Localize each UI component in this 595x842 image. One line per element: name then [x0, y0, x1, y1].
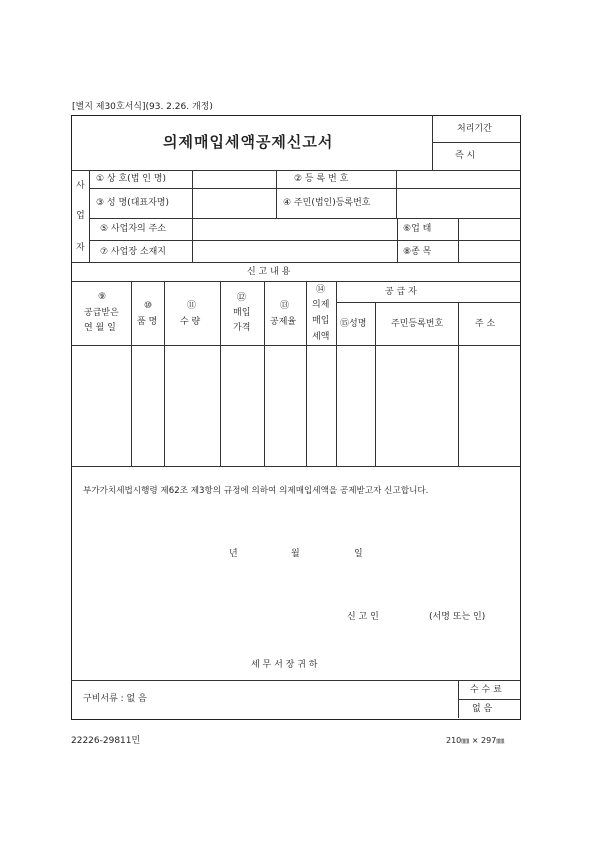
col-supplier-name: ⑮성명	[340, 319, 367, 329]
form-title: 의제매입세액공제신고서	[163, 133, 334, 151]
col-item-label: 품 명	[137, 317, 158, 327]
divider	[71, 345, 520, 346]
location-label: ⑦ 사업장 소재지	[100, 247, 166, 257]
col-qty-label: 수 량	[180, 317, 201, 327]
col-deemed-label: 매입	[312, 316, 330, 326]
divider	[89, 240, 520, 241]
divider	[336, 281, 337, 466]
divider	[71, 262, 520, 263]
fee-value: 없 음	[472, 704, 493, 714]
trade-name-label: ① 상 호(법 인 명)	[96, 174, 167, 184]
divider	[131, 281, 132, 466]
reg-no-label: ② 등 록 번 호	[294, 174, 349, 184]
report-header: 신 고 내 용	[247, 267, 291, 277]
addressee: 세 무 서 장 귀 하	[251, 660, 318, 670]
col-price-label: 매입	[233, 308, 251, 318]
col-supplier-label: 공 급 자	[385, 287, 417, 297]
divider	[336, 302, 520, 303]
declaration-text: 부가가치세법시행령 제62조 제3항의 규정에 의하여 의제매입세액을 공제받고자 신고합니다.	[83, 486, 429, 496]
signer-note: (서명 또는 인)	[429, 612, 486, 622]
resident-no-label: ④ 주민(법인)등록번호	[283, 198, 371, 208]
col-supplier-addr: 주 소	[475, 319, 496, 329]
divider	[220, 281, 221, 466]
divider	[71, 281, 520, 282]
divider	[458, 699, 520, 700]
divider	[375, 302, 376, 466]
divider	[306, 281, 307, 466]
divider	[458, 218, 459, 262]
col-date-label: 공급받은	[84, 308, 119, 318]
divider	[396, 170, 397, 218]
divider	[458, 302, 459, 466]
business-item-label: ⑧종 목	[403, 247, 432, 257]
divider	[264, 281, 265, 466]
paper-size: 210㎜ × 297㎜	[446, 736, 505, 745]
divider	[71, 466, 520, 467]
processing-period-label: 처리기간	[457, 124, 492, 134]
col-supplier-reg: 주민등록번호	[391, 319, 444, 329]
section-char: 자	[76, 243, 85, 253]
col-date-label: 연 월 일	[84, 323, 116, 333]
signer-label: 신 고 인	[347, 612, 379, 622]
name-label: ③ 성 명(대표자명)	[96, 198, 169, 208]
date-month: 월	[291, 549, 300, 559]
address-label: ⑤ 사업자의 주소	[100, 224, 166, 234]
date-year: 년	[229, 549, 238, 559]
section-char: 업	[76, 211, 85, 221]
section-char: 사	[76, 181, 85, 191]
divider	[71, 170, 520, 171]
divider	[192, 170, 193, 262]
date-day: 일	[354, 549, 363, 559]
form-number: [별지 제30호서식](93. 2.26. 개정)	[72, 102, 213, 112]
col-date-num: ⑨	[98, 292, 107, 302]
col-rate-label: 공제율	[270, 317, 297, 327]
divider	[276, 170, 277, 218]
business-type-label: ⑥업 태	[403, 224, 432, 234]
attachments-label: 구비서류 : 없 음	[83, 694, 147, 704]
divider	[397, 218, 398, 262]
col-deemed-label: 의제	[312, 300, 330, 310]
divider	[432, 142, 520, 143]
col-deemed-label: 세액	[312, 332, 330, 342]
fee-label: 수 수 료	[470, 685, 502, 695]
col-item-num: ⑩	[144, 301, 153, 311]
col-price-label: 가격	[233, 323, 251, 333]
col-deemed-num: ⑭	[316, 285, 326, 295]
form-code: 22226-29811민	[71, 736, 141, 746]
divider	[164, 281, 165, 466]
col-price-num: ⑫	[237, 293, 247, 303]
divider	[89, 218, 520, 219]
divider	[71, 680, 520, 681]
divider	[89, 170, 90, 262]
processing-period-value: 즉 시	[455, 151, 476, 161]
col-rate-num: ⑬	[280, 301, 290, 311]
divider	[89, 188, 520, 189]
col-qty-num: ⑪	[187, 301, 197, 311]
